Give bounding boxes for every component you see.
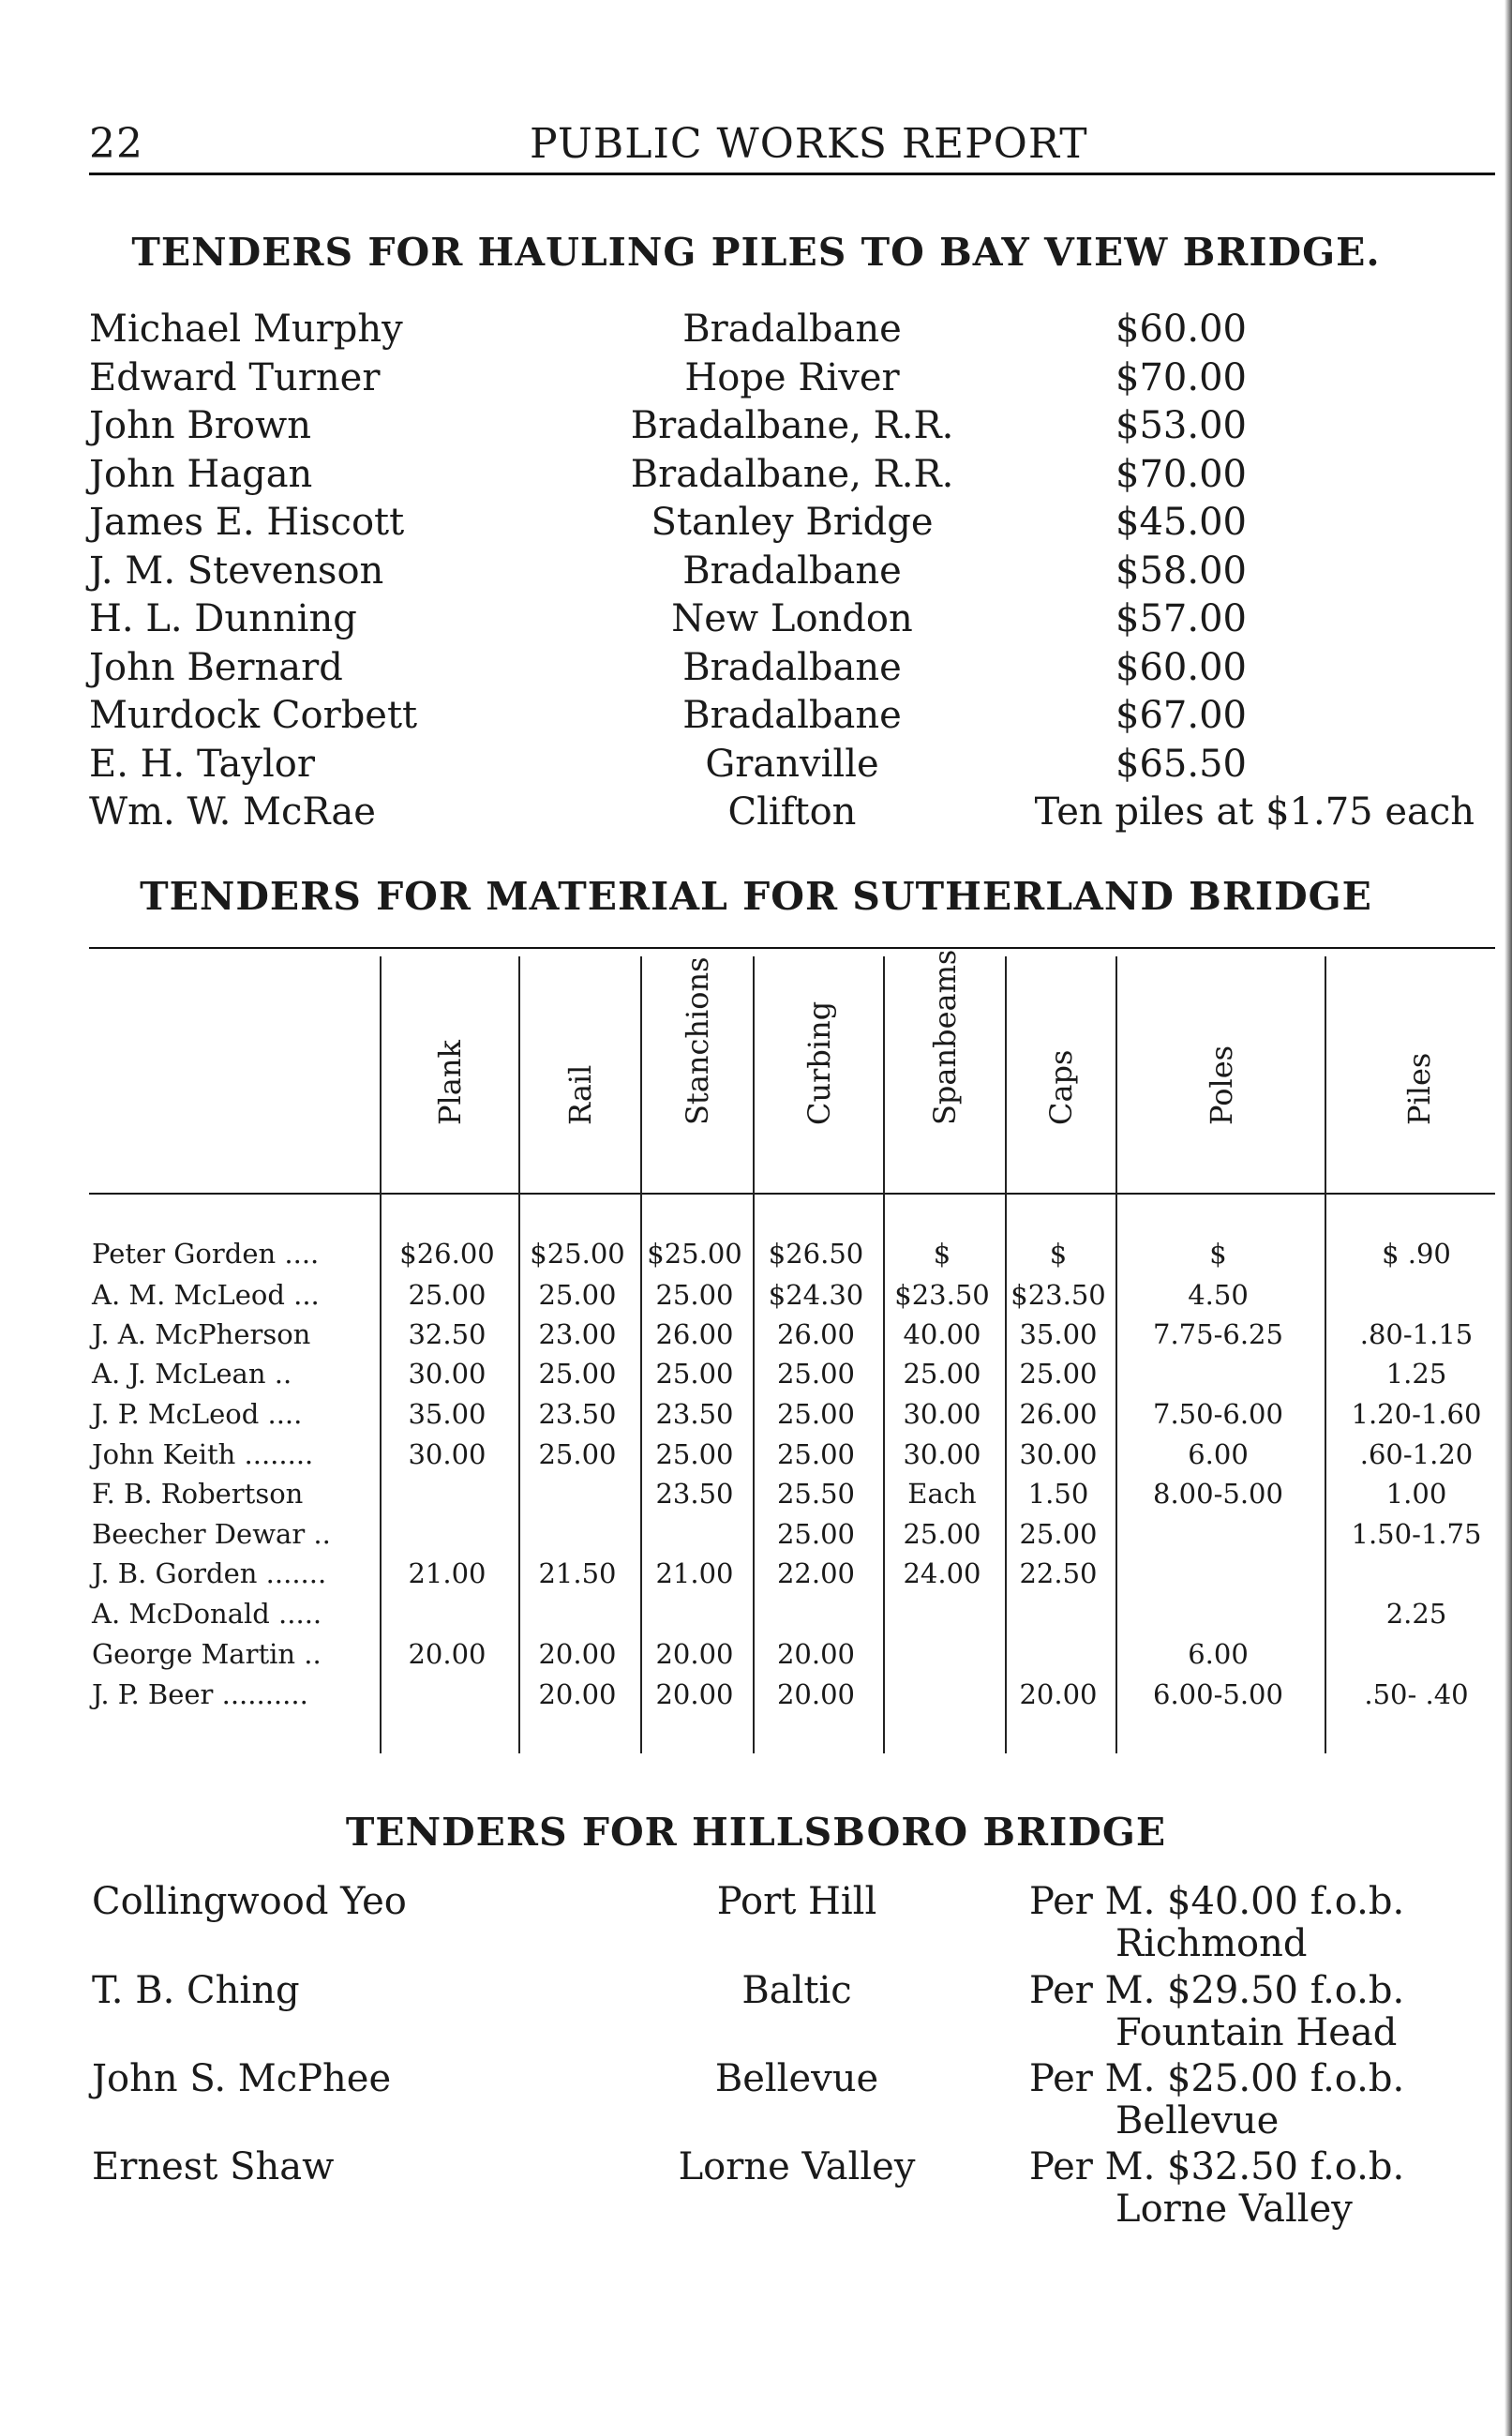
bidder-name: J. P. McLeod .... (92, 1398, 303, 1430)
tender-amount: $58.00 (1115, 549, 1247, 593)
header-rule (89, 173, 1495, 175)
cell-curbing: 22.00 (776, 1557, 856, 1589)
column-header-stanchions: Stanchions (680, 956, 715, 1125)
tender-name: Michael Murphy (89, 308, 403, 351)
bidder-name: F. B. Robertson (92, 1478, 304, 1510)
hillsboro-place: Bellevue (714, 2057, 879, 2100)
cell-plank: $26.00 (399, 1238, 495, 1270)
cell-piles: $ .90 (1382, 1238, 1451, 1270)
running-title: PUBLIC WORKS REPORT (530, 120, 1088, 168)
column-divider (1325, 956, 1326, 1753)
page-number: 22 (89, 120, 143, 168)
table-top-rule (89, 947, 1495, 949)
hillsboro-price: Per M. $29.50 f.o.b. (1029, 1969, 1405, 2012)
tender-place: Granville (705, 742, 879, 786)
cell-poles: 6.00 (1188, 1638, 1249, 1670)
column-divider (518, 956, 520, 1753)
cell-poles: 4.50 (1188, 1279, 1249, 1311)
hillsboro-place: Baltic (741, 1969, 852, 2012)
cell-rail: 20.00 (538, 1678, 617, 1710)
tender-place: Bradalbane, R.R. (630, 404, 954, 447)
column-header-caps: Caps (1043, 1049, 1079, 1125)
hillsboro-location: Lorne Valley (1115, 2188, 1353, 2231)
cell-caps: $23.50 (1010, 1279, 1106, 1311)
cell-caps: $ (1049, 1238, 1068, 1270)
cell-caps: 25.00 (1019, 1518, 1098, 1550)
cell-rail: 21.50 (538, 1557, 617, 1589)
hillsboro-location: Richmond (1115, 1922, 1308, 1965)
bidder-name: Peter Gorden .... (92, 1238, 320, 1270)
cell-plank: 20.00 (408, 1638, 487, 1670)
hillsboro-name: John S. McPhee (92, 2057, 392, 2100)
cell-rail: 25.00 (538, 1438, 617, 1470)
tender-name: J. M. Stevenson (89, 549, 384, 593)
cell-spanbeams: $ (933, 1238, 951, 1270)
cell-caps: 35.00 (1019, 1318, 1098, 1350)
cell-stanchions: 25.00 (655, 1358, 734, 1390)
hillsboro-price: Per M. $25.00 f.o.b. (1029, 2057, 1405, 2100)
column-divider (753, 956, 755, 1753)
hillsboro-price: Per M. $32.50 f.o.b. (1029, 2145, 1405, 2188)
hillsboro-location: Bellevue (1115, 2099, 1280, 2143)
column-header-curbing: Curbing (801, 1000, 837, 1125)
cell-curbing: 25.00 (776, 1358, 856, 1390)
cell-stanchions: 23.50 (655, 1398, 734, 1430)
bidder-name: John Keith ........ (92, 1438, 314, 1470)
hillsboro-location: Fountain Head (1115, 2011, 1398, 2054)
tender-amount: Ten piles at $1.75 each (1034, 790, 1475, 834)
cell-curbing: $26.50 (768, 1238, 864, 1270)
cell-piles: .50- .40 (1364, 1678, 1469, 1710)
cell-piles: 1.00 (1385, 1478, 1447, 1510)
cell-stanchions: 23.50 (655, 1478, 734, 1510)
column-header-piles: Piles (1401, 1052, 1437, 1125)
column-header-rail: Rail (562, 1064, 598, 1125)
tender-place: Clifton (727, 790, 857, 834)
column-divider (640, 956, 642, 1753)
cell-poles: 8.00-5.00 (1153, 1478, 1283, 1510)
hillsboro-price: Per M. $40.00 f.o.b. (1029, 1880, 1405, 1923)
cell-stanchions: 20.00 (655, 1678, 734, 1710)
tender-amount: $60.00 (1115, 308, 1247, 351)
cell-plank: 25.00 (408, 1279, 487, 1311)
tender-name: H. L. Dunning (89, 597, 357, 640)
tender-amount: $45.00 (1115, 501, 1247, 544)
cell-stanchions: 25.00 (655, 1279, 734, 1311)
column-divider (1005, 956, 1007, 1753)
cell-piles: .80-1.15 (1359, 1318, 1474, 1350)
tender-name: Wm. W. McRae (89, 790, 376, 834)
cell-spanbeams: 30.00 (903, 1398, 981, 1430)
cell-rail: $25.00 (530, 1238, 625, 1270)
cell-spanbeams: 30.00 (903, 1438, 981, 1470)
tender-name: Edward Turner (89, 355, 381, 399)
cell-curbing: 25.00 (776, 1518, 856, 1550)
cell-spanbeams: Each (907, 1478, 977, 1510)
cell-stanchions: 21.00 (655, 1557, 734, 1589)
hillsboro-place: Port Hill (716, 1880, 877, 1923)
tender-amount: $65.50 (1115, 742, 1247, 786)
bidder-name: Beecher Dewar .. (92, 1518, 331, 1550)
column-header-plank: Plank (432, 1040, 468, 1125)
column-divider (1115, 956, 1117, 1753)
tender-name: James E. Hiscott (89, 501, 405, 544)
tender-place: Bradalbane (682, 694, 902, 737)
tender-name: John Brown (89, 404, 311, 447)
cell-spanbeams: 25.00 (903, 1358, 981, 1390)
table-header-rule (89, 1193, 1495, 1195)
cell-caps: 22.50 (1019, 1557, 1098, 1589)
tender-amount: $53.00 (1115, 404, 1247, 447)
cell-caps: 25.00 (1019, 1358, 1098, 1390)
column-header-poles: Poles (1203, 1045, 1239, 1125)
cell-caps: 20.00 (1019, 1678, 1098, 1710)
tender-place: Bradalbane, R.R. (630, 452, 954, 496)
tender-name: John Bernard (89, 645, 343, 689)
column-header-spanbeams: Spanbeams (927, 949, 963, 1125)
cell-plank: 32.50 (408, 1318, 487, 1350)
column-divider (380, 956, 382, 1753)
cell-plank: 35.00 (408, 1398, 487, 1430)
cell-curbing: 25.00 (776, 1398, 856, 1430)
cell-stanchions: 20.00 (655, 1638, 734, 1670)
bidder-name: George Martin .. (92, 1638, 322, 1670)
cell-poles: 7.50-6.00 (1153, 1398, 1283, 1430)
cell-piles: 1.50-1.75 (1351, 1518, 1482, 1550)
cell-piles: 2.25 (1385, 1598, 1447, 1630)
tender-place: Hope River (684, 355, 900, 399)
bidder-name: J. P. Beer .......... (92, 1678, 308, 1710)
section3-title: TENDERS FOR HILLSBORO BRIDGE (345, 1810, 1167, 1855)
cell-curbing: 25.50 (776, 1478, 856, 1510)
tender-place: Bradalbane (682, 549, 902, 593)
cell-rail: 25.00 (538, 1358, 617, 1390)
bidder-name: A. M. McLeod ... (92, 1279, 320, 1311)
cell-curbing: 20.00 (776, 1678, 856, 1710)
tender-amount: $70.00 (1115, 452, 1247, 496)
cell-plank: 30.00 (408, 1358, 487, 1390)
cell-curbing: 25.00 (776, 1438, 856, 1470)
cell-caps: 30.00 (1019, 1438, 1098, 1470)
tender-name: John Hagan (89, 452, 313, 496)
tender-place: New London (671, 597, 913, 640)
cell-stanchions: 26.00 (655, 1318, 734, 1350)
cell-spanbeams: $23.50 (894, 1279, 990, 1311)
cell-piles: .60-1.20 (1359, 1438, 1474, 1470)
cell-piles: 1.25 (1385, 1358, 1447, 1390)
hillsboro-name: Collingwood Yeo (92, 1880, 407, 1923)
cell-plank: 21.00 (408, 1557, 487, 1589)
cell-rail: 25.00 (538, 1279, 617, 1311)
tender-place: Bradalbane (682, 645, 902, 689)
column-divider (883, 956, 885, 1753)
cell-caps: 26.00 (1019, 1398, 1098, 1430)
tender-place: Stanley Bridge (651, 501, 934, 544)
tender-amount: $57.00 (1115, 597, 1247, 640)
cell-plank: 30.00 (408, 1438, 487, 1470)
cell-stanchions: $25.00 (647, 1238, 742, 1270)
section1-title: TENDERS FOR HAULING PILES TO BAY VIEW BRIDGE. (131, 230, 1381, 275)
tender-amount: $60.00 (1115, 645, 1247, 689)
tender-name: Murdock Corbett (89, 694, 418, 737)
cell-poles: 7.75-6.25 (1153, 1318, 1283, 1350)
hillsboro-name: T. B. Ching (92, 1969, 300, 2012)
cell-curbing: 20.00 (776, 1638, 856, 1670)
cell-spanbeams: 25.00 (903, 1518, 981, 1550)
cell-poles: 6.00 (1188, 1438, 1249, 1470)
cell-poles: 6.00-5.00 (1153, 1678, 1283, 1710)
cell-caps: 1.50 (1027, 1478, 1089, 1510)
cell-stanchions: 25.00 (655, 1438, 734, 1470)
tender-amount: $70.00 (1115, 355, 1247, 399)
cell-poles: $ (1209, 1238, 1227, 1270)
tender-place: Bradalbane (682, 308, 902, 351)
cell-curbing: 26.00 (776, 1318, 856, 1350)
bidder-name: J. A. McPherson (92, 1318, 311, 1350)
page-edge-shadow (1505, 0, 1512, 2436)
section2-title: TENDERS FOR MATERIAL FOR SUTHERLAND BRIDGE (140, 874, 1372, 919)
bidder-name: J. B. Gorden ....... (92, 1557, 327, 1589)
tender-amount: $67.00 (1115, 694, 1247, 737)
cell-rail: 23.50 (538, 1398, 617, 1430)
bidder-name: A. McDonald ..... (92, 1598, 322, 1630)
cell-spanbeams: 24.00 (903, 1557, 981, 1589)
cell-piles: 1.20-1.60 (1351, 1398, 1482, 1430)
cell-rail: 23.00 (538, 1318, 617, 1350)
tender-name: E. H. Taylor (89, 742, 315, 786)
cell-curbing: $24.30 (768, 1279, 864, 1311)
cell-spanbeams: 40.00 (903, 1318, 981, 1350)
cell-rail: 20.00 (538, 1638, 617, 1670)
hillsboro-place: Lorne Valley (678, 2145, 916, 2188)
hillsboro-name: Ernest Shaw (92, 2145, 335, 2188)
bidder-name: A. J. McLean .. (92, 1358, 292, 1390)
